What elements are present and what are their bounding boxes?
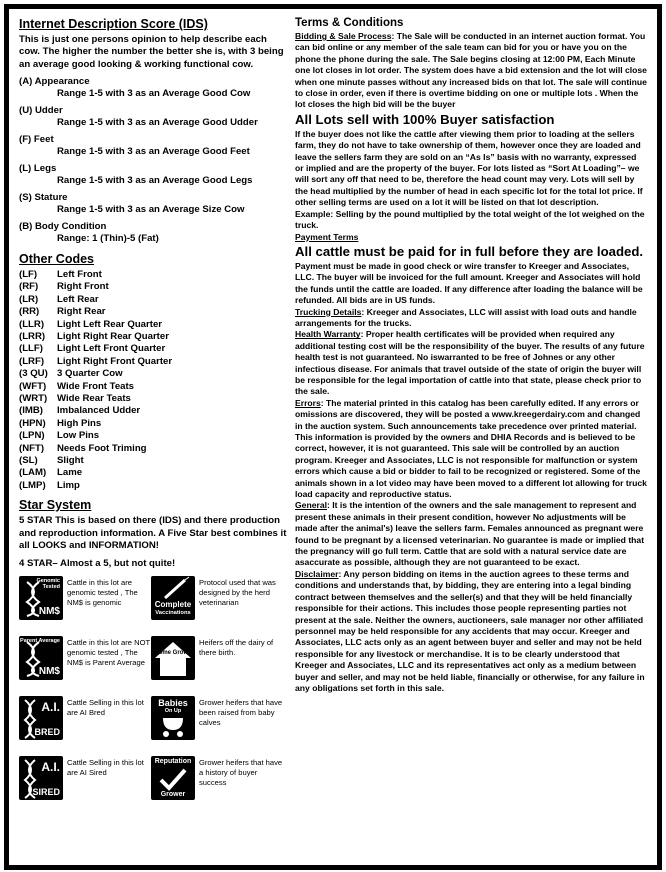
page-frame — [4, 4, 662, 870]
code-abbr: (3 QU) — [19, 368, 48, 380]
code-row — [19, 467, 287, 479]
code-abbr: (LRF) — [19, 355, 45, 367]
health-heading: Health Warranty — [295, 329, 361, 340]
code-desc: Light Left Front Quarter — [57, 343, 166, 355]
general-heading: General — [295, 500, 328, 511]
code-abbr: (LR) — [19, 293, 39, 305]
code-abbr: (LLF) — [19, 343, 43, 355]
house-icon — [151, 636, 195, 680]
badge-caption: Cattle Selling in this lot are AI Sired — [67, 758, 144, 778]
code-desc: Limp — [57, 479, 80, 491]
babies-badge — [151, 696, 283, 754]
badge-caption: Cattle in this lot are NOT genomic tested , The NM$ is Parent Average — [67, 638, 151, 668]
badge-label: On Up — [164, 708, 182, 715]
badge-label: NM$ — [38, 606, 60, 618]
code-desc: Slight — [57, 454, 84, 466]
code-abbr: (RR) — [19, 306, 40, 318]
code-abbr: (HPN) — [19, 417, 46, 429]
payment-text: Payment must be made in good check or wire transfer to Kreeger and Associates, LLC. The buyer will be invoiced for the full amount. Kreeger and Associates will hold the funds until the cattle are loaded. If any difference after loading the balance will be refunded. All bids are in US funds. — [295, 260, 643, 306]
code-desc: Wide Front Teats — [57, 380, 135, 392]
ids-item — [19, 192, 287, 217]
code-abbr: (WRT) — [19, 392, 48, 404]
ids-item — [19, 134, 287, 159]
code-desc: Left Front — [57, 268, 102, 280]
ids-item-label: (F) Feet — [19, 133, 54, 145]
badge-label: Reputation — [154, 758, 192, 766]
trucking-section — [295, 307, 647, 330]
badge-caption: Grower heifers that have a history of buyer success — [199, 758, 283, 788]
ids-intro: This is just one persons opinion to help describe each cow. The higher the number the better she is, with 3 being an average good looking & working functional cow. — [19, 34, 284, 70]
ids-item — [19, 221, 287, 246]
trucking-text: : Kreeger and Associates, LLC will assist with load outs and handle arrangements for the trucks. — [295, 306, 637, 328]
reputation-badge — [151, 756, 283, 814]
ids-item-label: (U) Udder — [19, 104, 63, 116]
home-grown-badge — [151, 636, 283, 694]
code-desc: Light Right Front Quarter — [57, 355, 173, 367]
code-row — [19, 381, 287, 393]
badge-label: Vaccinations — [155, 610, 191, 617]
payment-heading: Payment Terms — [295, 231, 359, 242]
ids-item-label: (L) Legs — [19, 162, 57, 174]
ids-item-range: Range 1-5 with 3 as an Average Size Cow — [57, 204, 245, 216]
ai-sired-badge — [19, 756, 151, 814]
code-abbr: (LF) — [19, 268, 38, 280]
stroller-icon — [151, 696, 195, 740]
errors-text: : The material printed in this catalog has been carefully edited. If any errors or omissions are discovered, they will be posted a www.kreegerdairy.com and changed in the auction system. Such announcements take precedence over printed material. This information is provided by the owners and DHIA Records and is believed to be correct, however, it is not guaranteed. This sale will be controlled by an auction program. Kreeger and Associates, LLC is not responsible for malfunction or system errors which cause a bid or bidder to fail to be recognized or registered. Some of the animals shown in a lot video may have been moved to a different lot allowing for truck load capacity and reproductive status. — [295, 397, 647, 500]
bidding-text: : The Sale will be conducted in an internet auction format. You can bid online or any member of the sale team can bid for you or have you on the phone the phone during the sale. The Sale begins closing at 12:00 PM, Each Minute one lot closes in lot order. The system does have a bid extension and the lot will close when one minute passes without any increased bids on that lot. The sale will continue to close in order, even if there is overtime bidding on one or multiple lots . When the lot closes the high bid will be the buyer — [295, 31, 647, 110]
bidding-section — [295, 31, 647, 111]
badge-label: Babies — [158, 698, 188, 709]
ids-list — [19, 76, 287, 246]
code-row — [19, 430, 287, 442]
badge-label: Complete — [154, 600, 192, 610]
code-row — [19, 356, 287, 368]
code-desc: Needs Foot Triming — [57, 442, 147, 454]
code-desc: Right Front — [57, 281, 109, 293]
satisfaction-text: If the buyer does not like the cattle after viewing them prior to loading at the sellers farm, they do not have to take ownership of them, however once they are loaded and leave the sellers farm they are sold on an “As Is” basis with no warranty, expressed or implied and are the property of the buyer. For lots listed as “Sort At Loading”– we will sort any off that need to be, therefore the head count may very. Lots will sell by the head multiplied by the number of head in each specific lot for the total lot price. If other selling terms are used on a lot it will be listed on that lot description. — [295, 128, 643, 208]
trucking-heading: Trucking Details — [295, 306, 362, 317]
health-text: : Proper health certificates will be provided when required any additional testing cost will be the responsibility of the buyer. The results of any future health test is not guaranteed. No iswarranted to be free of Johnes or any other infectious disease. For animals that travel outside of the state of origin the buyer will be responsible for the legal importation of cattle into that state, please check prior to the sale. — [295, 329, 645, 397]
satisfaction-heading: All Lots sell with 100% Buyer satisfaction — [295, 111, 555, 127]
code-row — [19, 319, 287, 331]
disclaimer-heading: Disclaimer — [295, 568, 339, 579]
badge-legend — [19, 576, 287, 816]
code-row — [19, 455, 287, 467]
five-star-text: 5 STAR This is based on there (IDS) and there production and reproduction information. A Five Star best combines it all LOOKS and INFORMATION! — [19, 515, 287, 551]
ids-title: Internet Description Score (IDS) — [19, 17, 208, 31]
code-row — [19, 269, 287, 281]
ids-item-range: Range 1-5 with 3 as an Average Good Cow — [57, 88, 251, 100]
ids-item-label: (S) Stature — [19, 191, 68, 203]
example-text: Example: Selling by the pound multiplied by the total weight of the lot weighed on the truck. — [295, 208, 645, 231]
code-desc: Wide Rear Teats — [57, 392, 131, 404]
parent-average-badge — [19, 636, 151, 694]
ids-item — [19, 76, 287, 101]
code-row — [19, 368, 287, 380]
badge-label: NM$ — [38, 666, 60, 678]
code-row — [19, 306, 287, 318]
star-system-title: Star System — [19, 498, 92, 513]
badge-label: Home Grown — [154, 650, 192, 657]
code-desc: High Pins — [57, 417, 102, 429]
code-row — [19, 281, 287, 293]
code-abbr: (LAM) — [19, 467, 47, 479]
ids-item-range: Range 1-5 with 3 as an Average Good Legs — [57, 175, 253, 187]
checkmark-icon — [151, 756, 195, 800]
code-row — [19, 480, 287, 492]
badge-label: A.I. — [41, 760, 60, 775]
ids-item — [19, 105, 287, 130]
badge-label: BRED — [34, 727, 60, 738]
payment-big-text: All cattle must be paid for in full before they are loaded. — [295, 243, 644, 259]
code-desc: Low Pins — [57, 430, 100, 442]
badge-label: Parent Average — [20, 638, 60, 645]
badge-label: Genomic Tested — [36, 578, 60, 591]
code-row — [19, 443, 287, 455]
code-desc: Imbalanced Udder — [57, 405, 141, 417]
badge-label: SIRED — [32, 787, 60, 798]
code-desc: Lame — [57, 467, 83, 479]
general-text: : It is the intention of the owners and the sale management to represent and present these animals in their present condition, however No adjustments will be made after the animal's) leave the sellers farm. Females announced as pregnant were found to be pregnant by a licensed veterinarian. No guarantee is made or implied that the pregnancy will go full term. Cattle that are sold with a natural service date are asaccurate as possible, although they are not guaranteed to be exact. — [295, 500, 645, 568]
code-desc: Right Rear — [57, 306, 106, 318]
code-abbr: (IMB) — [19, 405, 43, 417]
badge-caption: Cattle Selling in this lot are AI Bred — [67, 698, 144, 718]
ids-item-label: (A) Appearance — [19, 75, 90, 87]
bidding-heading: Bidding & Sale Process — [295, 31, 392, 41]
four-star-text: 4 STAR– Almost a 5, but not quite! — [19, 558, 176, 570]
code-abbr: (LLR) — [19, 318, 45, 330]
code-abbr: (SL) — [19, 454, 38, 466]
badge-caption: Protocol used that was designed by the herd veterinarian — [199, 578, 276, 608]
ids-item-label: (B) Body Condition — [19, 220, 107, 232]
code-row — [19, 294, 287, 306]
other-codes-list — [19, 269, 287, 492]
code-abbr: (RF) — [19, 281, 39, 293]
code-desc: Light Right Rear Quarter — [57, 330, 169, 342]
code-desc: Left Rear — [57, 293, 99, 305]
ids-item-range: Range 1-5 with 3 as an Average Good Feet — [57, 146, 250, 158]
syringe-icon — [151, 576, 195, 620]
code-row — [19, 393, 287, 405]
code-row — [19, 418, 287, 430]
parent-dna-icon — [19, 636, 63, 680]
code-desc: Light Left Rear Quarter — [57, 318, 163, 330]
terms-title: Terms & Conditions — [295, 17, 404, 29]
code-abbr: (LPN) — [19, 430, 45, 442]
code-row — [19, 343, 287, 355]
code-row — [19, 331, 287, 343]
ai-bred-icon — [19, 696, 63, 740]
errors-heading: Errors — [295, 397, 321, 408]
code-abbr: (LMP) — [19, 479, 46, 491]
right-column — [295, 17, 647, 694]
vaccinations-badge — [151, 576, 283, 634]
genomic-badge — [19, 576, 151, 634]
disclaimer-text: : Any person bidding on items in the auction agrees to these terms and conditions and understands that, by bidding, they are entering into a legal binding contract between themselves and the seller(s) and that they will be held financially responsible for their actions. This includes those people representing parties not present at the sale. Neither the owners, auctioneers, sale manager nor other affiliated personnel may be held responsible for any accidents that may occur. Kreeger and Associates, LLC acts only as an agent between buyer and seller and may not be held responsible for any livestock or merchandise. It is to be clearly understood that Kreeger and Associates, LLC and its representatives act only as a medium between buyer and seller, and may not be held liable, financially or otherwise, for any failure in any obligations set forth in this sale. — [295, 568, 645, 693]
badge-caption: Grower heifers that have been raised from baby calves — [199, 698, 283, 728]
ids-item-range: Range: 1 (Thin)-5 (Fat) — [57, 233, 159, 245]
ai-sired-icon — [19, 756, 63, 800]
badge-label: Grower — [160, 791, 186, 799]
code-abbr: (LRR) — [19, 330, 46, 342]
code-desc: 3 Quarter Cow — [57, 368, 123, 380]
other-codes-title: Other Codes — [19, 251, 95, 266]
ids-item — [19, 163, 287, 188]
badge-label: A.I. — [41, 700, 60, 715]
code-abbr: (NFT) — [19, 442, 45, 454]
badge-caption: Heifers off the dairy of there birth. — [199, 638, 274, 658]
badge-caption: Cattle in this lot are genomic tested , The NM$ is genomic — [67, 578, 138, 608]
code-abbr: (WFT) — [19, 380, 47, 392]
general-section — [295, 500, 647, 568]
genomic-dna-icon — [19, 576, 63, 620]
errors-section — [295, 398, 647, 501]
code-row — [19, 405, 287, 417]
left-column — [19, 17, 287, 816]
ids-item-range: Range 1-5 with 3 as an Average Good Udder — [57, 117, 258, 129]
ai-bred-badge — [19, 696, 151, 754]
health-section — [295, 329, 647, 397]
disclaimer-section — [295, 569, 647, 694]
